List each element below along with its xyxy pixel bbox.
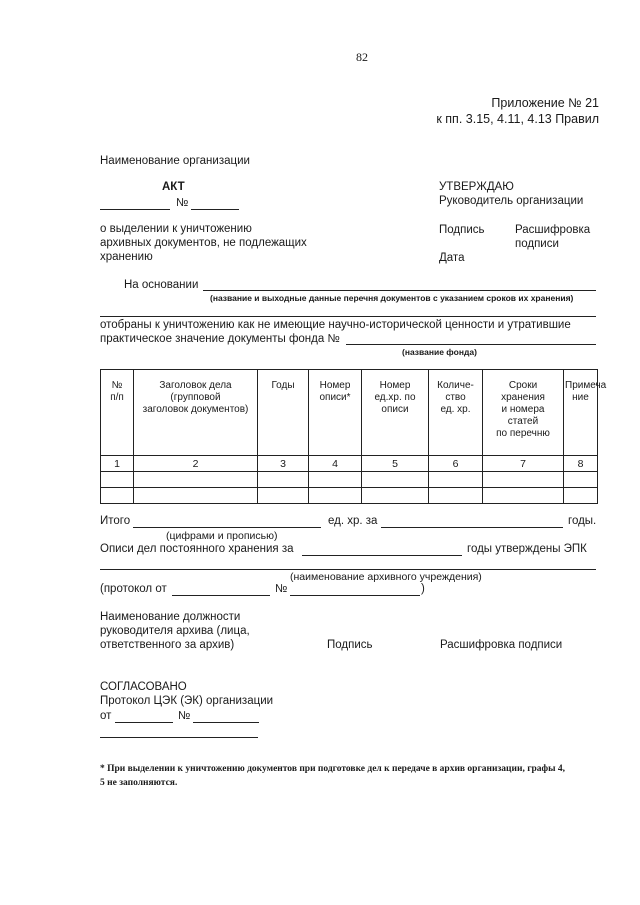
table-cell[interactable] xyxy=(564,488,598,504)
table-cell[interactable] xyxy=(101,472,134,488)
act-desc-line3: хранению xyxy=(100,251,153,263)
col-number-cell: 4 xyxy=(309,456,362,472)
table-number-row xyxy=(101,456,598,472)
protocol-number-line[interactable] xyxy=(290,595,420,596)
total-years-label: годы. xyxy=(568,515,597,527)
total-amount-line[interactable] xyxy=(133,527,321,528)
approve-decode-line2: подписи xyxy=(515,238,559,250)
col-number-cell: 6 xyxy=(429,456,483,472)
basis-line-2[interactable] xyxy=(100,316,596,317)
table-cell[interactable] xyxy=(134,472,258,488)
approve-signature: Подпись xyxy=(439,224,485,236)
page-number: 82 xyxy=(356,50,368,64)
table-cell[interactable] xyxy=(483,488,564,504)
total-units: ед. хр. за xyxy=(328,515,378,527)
col-header-quantity: Количе- ство ед. хр. xyxy=(429,370,483,456)
col-number-cell: 2 xyxy=(134,456,258,472)
act-number-label: № xyxy=(176,197,189,209)
col-header-storage-terms: Сроки хранения и номера статей по перечню xyxy=(483,370,564,456)
col-number-cell: 3 xyxy=(258,456,309,472)
total-hint: (цифрами и прописью) xyxy=(166,530,278,542)
col-header-number: № п/п xyxy=(101,370,134,456)
table-cell[interactable] xyxy=(258,472,309,488)
table-cell[interactable] xyxy=(309,488,362,504)
table-cell[interactable] xyxy=(309,472,362,488)
selected-line2: практическое значение документы фонда № xyxy=(100,333,340,345)
table-header-row xyxy=(101,370,598,456)
table-cell[interactable] xyxy=(429,488,483,504)
table-cell[interactable] xyxy=(362,472,429,488)
protocol-date-line[interactable] xyxy=(172,595,270,596)
archive-head-decode: Расшифровка подписи xyxy=(440,639,563,651)
agreed-date-line[interactable] xyxy=(115,722,173,723)
table-row[interactable] xyxy=(101,472,598,488)
table-cell[interactable] xyxy=(564,472,598,488)
act-number-line[interactable] xyxy=(191,209,239,210)
act-desc-line1: о выделении к уничтожению xyxy=(100,223,252,235)
fund-hint: (название фонда) xyxy=(402,347,477,357)
approve-date: Дата xyxy=(439,252,465,264)
col-number-cell: 8 xyxy=(564,456,598,472)
basis-hint: (название и выходные данные перечня документов с указанием сроков их хранения) xyxy=(210,293,574,303)
col-header-unit-number: Номер ед.хр. по описи xyxy=(362,370,429,456)
fund-line[interactable] xyxy=(346,344,596,345)
approve-title: УТВЕРЖДАЮ xyxy=(439,181,514,193)
protocol-close: ) xyxy=(421,583,425,595)
archive-head-signature: Подпись xyxy=(327,639,373,651)
table-cell[interactable] xyxy=(429,472,483,488)
archive-head-line2: руководителя архива (лица, xyxy=(100,625,250,637)
agreed-number-line[interactable] xyxy=(193,722,259,723)
col-header-notes: Примеча ние xyxy=(564,370,598,456)
basis-label: На основании xyxy=(124,279,199,291)
agreed-no: № xyxy=(178,710,191,722)
table-cell[interactable] xyxy=(258,488,309,504)
inventories-years-line[interactable] xyxy=(302,555,462,556)
table-cell[interactable] xyxy=(483,472,564,488)
footnote-line2: 5 не заполняются. xyxy=(100,778,178,788)
col-number-cell: 1 xyxy=(101,456,134,472)
act-table xyxy=(100,369,607,504)
table-cell[interactable] xyxy=(362,488,429,504)
inventories-text: Описи дел постоянного хранения за xyxy=(100,543,294,555)
archive-name-line[interactable] xyxy=(100,569,596,570)
org-name-label: Наименование организации xyxy=(100,155,250,167)
agreed-title: СОГЛАСОВАНО xyxy=(100,681,187,693)
archive-head-line1: Наименование должности xyxy=(100,611,241,623)
footnote-line1: * При выделении к уничтожению документов при подготовке дел к передаче в архив организации, графы 4, xyxy=(100,764,566,774)
col-number-cell: 5 xyxy=(362,456,429,472)
protocol-from: (протокол от xyxy=(100,583,167,595)
table-cell[interactable] xyxy=(101,488,134,504)
table-row[interactable] xyxy=(101,488,598,504)
approve-decode-line1: Расшифровка xyxy=(515,224,591,236)
total-years-line[interactable] xyxy=(381,527,563,528)
table-cell[interactable] xyxy=(134,488,258,504)
agreed-protocol: Протокол ЦЭК (ЭК) организации xyxy=(100,695,274,707)
appendix-reference: к пп. 3.15, 4.11, 4.13 Правил xyxy=(436,112,599,126)
col-number-cell: 7 xyxy=(483,456,564,472)
col-header-title: Заголовок дела (групповой заголовок документов) xyxy=(134,370,258,456)
col-header-years: Годы xyxy=(258,370,309,456)
appendix-title: Приложение № 21 xyxy=(491,96,599,110)
basis-line[interactable] xyxy=(203,290,596,291)
archive-head-line3: ответственного за архив) xyxy=(100,639,235,651)
act-desc-line2: архивных документов, не подлежащих xyxy=(100,237,307,249)
selected-line1: отобраны к уничтожению как не имеющие научно-исторической ценности и утратившие xyxy=(100,319,571,331)
act-title: АКТ xyxy=(162,181,185,193)
approve-role: Руководитель организации xyxy=(439,195,584,207)
col-header-inventory-number: Номер описи* xyxy=(309,370,362,456)
act-date-line[interactable] xyxy=(100,209,170,210)
agreed-from: от xyxy=(100,710,112,722)
archive-hint: (наименование архивного учреждения) xyxy=(290,571,482,583)
total-label: Итого xyxy=(100,515,131,527)
inventories-approved: годы утверждены ЭПК xyxy=(467,543,587,555)
agreed-signature-line[interactable] xyxy=(100,737,258,738)
protocol-no: № xyxy=(275,583,288,595)
